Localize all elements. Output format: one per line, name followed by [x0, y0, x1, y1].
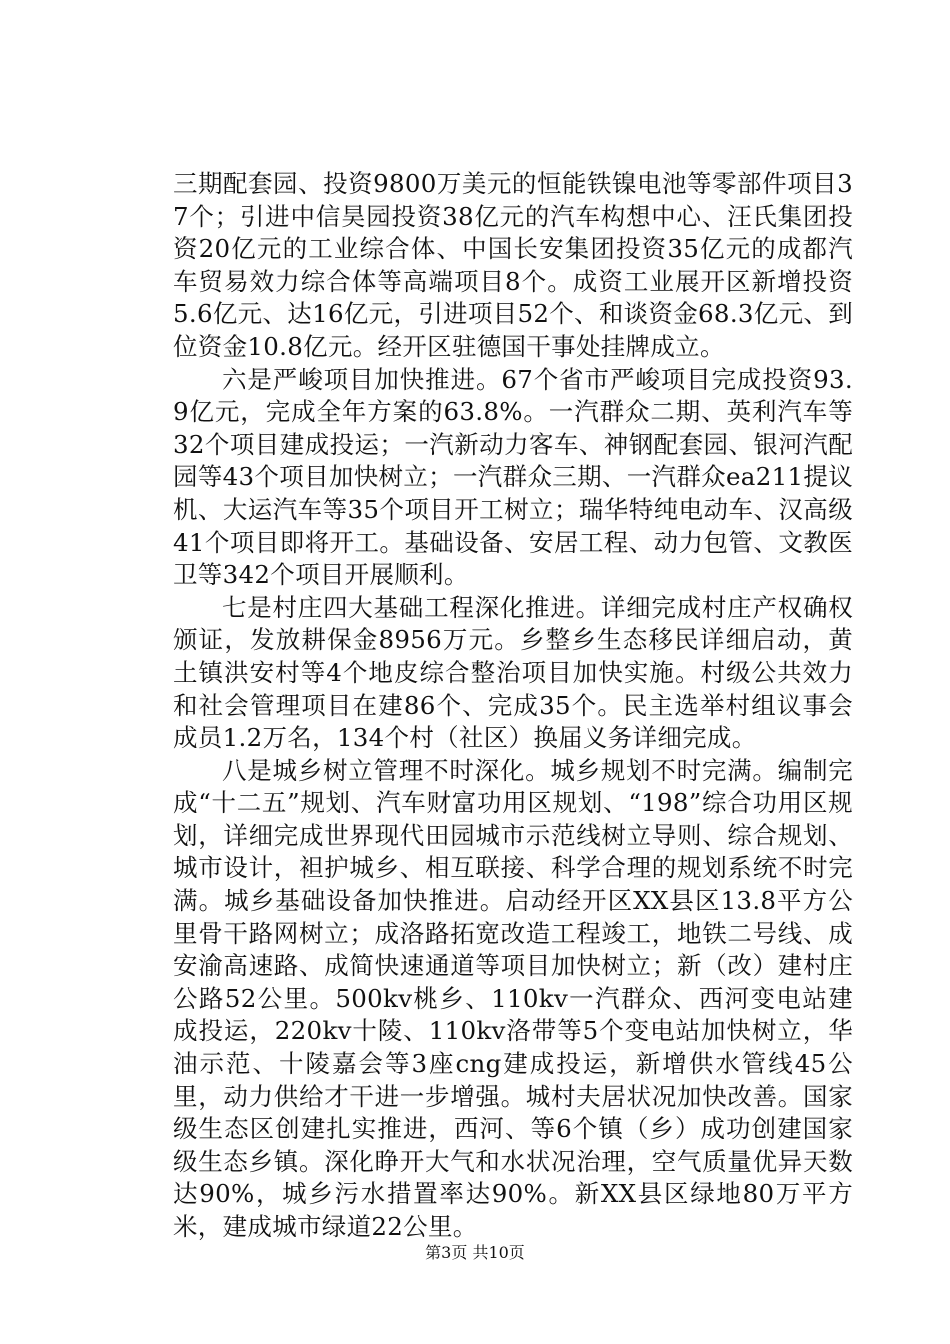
paragraph-urban-rural-management: 八是城乡树立管理不时深化。城乡规划不时完满。编制完成“十二五”规划、汽车财富功用区规划、“198”综合功用区规划，详细完成世界现代田园城市示范线树立导则、综合规划、城市设计，袒护城乡、相互联接、科学合理的规划系统不时完满。城乡基础设备加快推进。启动经开区XX县区13.8平方公里骨干路网树立；成洛路拓宽改造工程竣工，地铁二号线、成安渝高速路、成简快速通道等项目加快树立；新（改）建村庄公路52公里。500kv桃乡、110kv一汽群众、西河变电站建成投运，220kv十陵、110kv洛带等5个变电站加快树立，华油示范、十陵嘉会等3座cng建成投运，新增供水管线45公里，动力供给才干进一步增强。城村夫居状况加快改善。国家级生态区创建扎实推进，西河、等6个镇（乡）成功创建国家级生态乡镇。深化睁开大气和水状况治理，空气质量优异天数达90%，城乡污水措置率达90%。新XX县区绿地80万平方米，建成城市绿道22公里。: [173, 755, 853, 1241]
page-footer: 第3页 共10页: [425, 1243, 525, 1262]
paragraph-rural-projects: 七是村庄四大基础工程深化推进。详细完成村庄产权确权颁证，发放耕保金8956万元。乡整乡生态移民详细启动，黄土镇洪安村等4个地皮综合整治项目加快实施。村级公共效力和社会管理项目在建86个、完成35个。民主选举村组议事会成员1.2万名，134个村（社区）换届义务详细完成。: [173, 592, 853, 753]
document-body: [173, 168, 853, 1244]
paragraph-continuation: 三期配套园、投资9800万美元的恒能铁镍电池等零部件项目37个；引进中信昊园投资38亿元的汽车构想中心、汪氏集团投资20亿元的工业综合体、中国长安集团投资35亿元的成都汽车贸易效力综合体等高端项目8个。成资工业展开区新增投资5.6亿元、达16亿元，引进项目52个、和谈资金68.3亿元、到位资金10.8亿元。经开区驻德国干事处挂牌成立。: [173, 169, 853, 361]
paragraph-major-projects: 六是严峻项目加快推进。67个省市严峻项目完成投资93.9亿元，完成全年方案的63.8%。一汽群众二期、英利汽车等32个项目建成投运；一汽新动力客车、神钢配套园、银河汽配园等43个项目加快树立；一汽群众三期、一汽群众ea211提议机、大运汽车等35个项目开工树立；瑞华特纯电动车、汉高级41个项目即将开工。基础设备、安居工程、动力包管、文教医卫等342个项目开展顺利。: [173, 364, 853, 590]
